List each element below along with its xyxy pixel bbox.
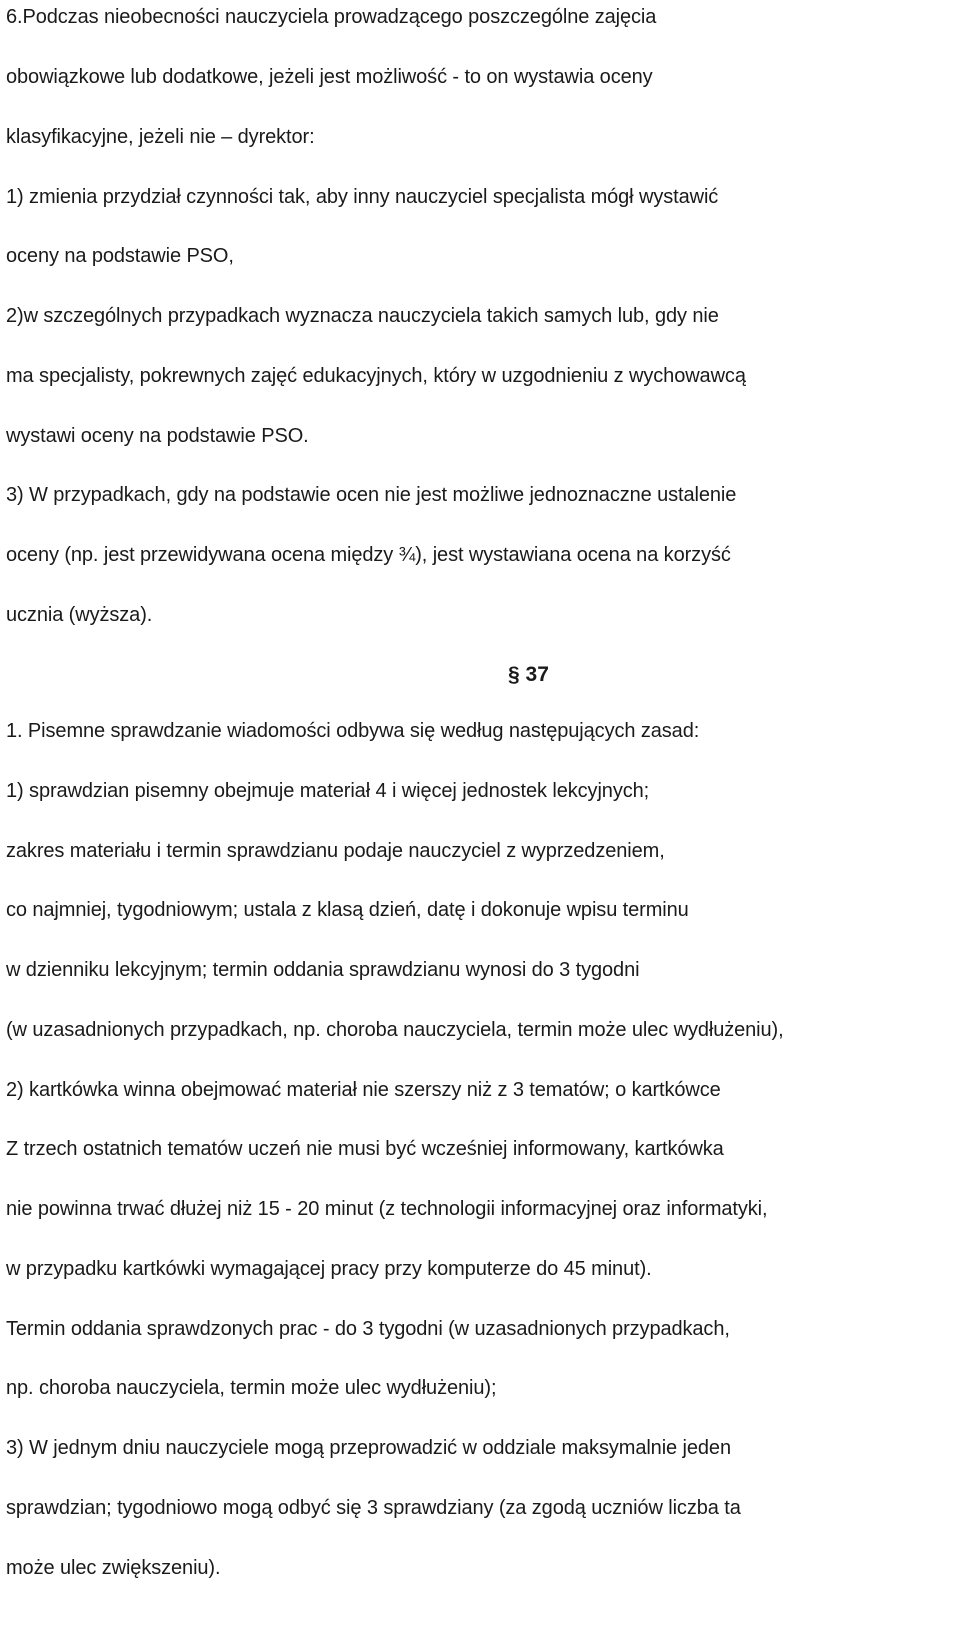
- section-37-line: w dzienniku lekcyjnym; termin oddania sprawdzianu wynosi do 3 tygodni: [6, 959, 640, 981]
- section-37-line: nie powinna trwać dłużej niż 15 - 20 minut (z technologii informacyjnej oraz informatyki,: [6, 1198, 768, 1220]
- section-6-line: oceny na podstawie PSO,: [6, 245, 234, 267]
- section-6-line: ucznia (wyższa).: [6, 604, 153, 626]
- section-37-line: może ulec zwiększeniu).: [6, 1557, 221, 1579]
- section-6-line: 1) zmienia przydział czynności tak, aby inny nauczyciel specjalista mógł wystawić: [6, 186, 719, 208]
- section-6-line: klasyfikacyjne, jeżeli nie – dyrektor:: [6, 126, 315, 148]
- section-37-line: Z trzech ostatnich tematów uczeń nie musi być wcześniej informowany, kartkówka: [6, 1138, 724, 1160]
- section-6-line: wystawi oceny na podstawie PSO.: [6, 425, 309, 447]
- section-37-line: (w uzasadnionych przypadkach, np. choroba nauczyciela, termin może ulec wydłużeniu),: [6, 1019, 784, 1041]
- section-37-line: Termin oddania sprawdzonych prac - do 3 tygodni (w uzasadnionych przypadkach,: [6, 1318, 730, 1340]
- section-37-line: 1) sprawdzian pisemny obejmuje materiał 4 i więcej jednostek lekcyjnych;: [6, 780, 650, 802]
- section-37-line: 1. Pisemne sprawdzanie wiadomości odbywa się według następujących zasad:: [6, 720, 700, 742]
- section-6-line: ma specjalisty, pokrewnych zajęć edukacyjnych, który w uzgodnieniu z wychowawcą: [6, 365, 746, 387]
- section-6-line: 2)w szczególnych przypadkach wyznacza nauczyciela takich samych lub, gdy nie: [6, 305, 719, 327]
- section-37-line: zakres materiału i termin sprawdzianu podaje nauczyciel z wyprzedzeniem,: [6, 840, 665, 862]
- paragraph-heading: § 37: [508, 663, 549, 686]
- section-6-line: oceny (np. jest przewidywana ocena między ¾), jest wystawiana ocena na korzyść: [6, 544, 731, 566]
- section-37-line: co najmniej, tygodniowym; ustala z klasą dzień, datę i dokonuje wpisu terminu: [6, 899, 689, 921]
- section-37-line: sprawdzian; tygodniowo mogą odbyć się 3 sprawdziany (za zgodą uczniów liczba ta: [6, 1497, 741, 1519]
- section-37-line: w przypadku kartkówki wymagającej pracy przy komputerze do 45 minut).: [6, 1258, 652, 1280]
- section-37-line: 2) kartkówka winna obejmować materiał nie szerszy niż z 3 tematów; o kartkówce: [6, 1079, 721, 1101]
- section-6-line: 3) W przypadkach, gdy na podstawie ocen nie jest możliwe jednoznaczne ustalenie: [6, 484, 737, 506]
- section-6-line: 6.Podczas nieobecności nauczyciela prowadzącego poszczególne zajęcia: [6, 6, 657, 28]
- section-37-line: np. choroba nauczyciela, termin może ulec wydłużeniu);: [6, 1377, 497, 1399]
- section-6-line: obowiązkowe lub dodatkowe, jeżeli jest możliwość - to on wystawia oceny: [6, 66, 653, 88]
- section-37-line: 3) W jednym dniu nauczyciele mogą przeprowadzić w oddziale maksymalnie jeden: [6, 1437, 731, 1459]
